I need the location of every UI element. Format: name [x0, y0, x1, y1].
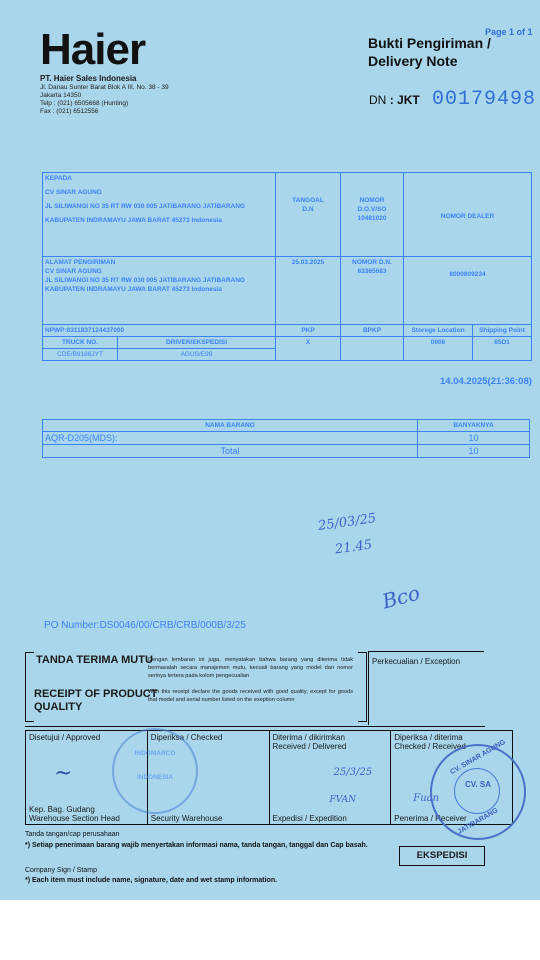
pkp-value: X: [305, 339, 311, 346]
receipt-title-id: TANDA TERIMA MUTU: [36, 654, 153, 666]
approved-signature: ~: [54, 761, 73, 786]
truck-value: CDE/B9186JYT: [57, 351, 103, 358]
received-label-1: Diperiksa / diterima: [394, 733, 463, 742]
npwp-cell: [43, 325, 276, 337]
recipient-address-1: JL SILIWANGI NO 35 RT RW 030 005 JATIBARANG JATIBARANG: [45, 203, 245, 210]
shipping-point-label-cell: [473, 325, 532, 337]
receipt-text-en: With this receipt declare the goods received with good quality, except for goods that model and serial number listed on the exeption column: [148, 689, 353, 703]
received-hand-name: Fuan: [413, 793, 440, 804]
col-qty-label: BANYAKNYA: [453, 422, 494, 429]
stamp-right-inner: [454, 768, 500, 814]
tanggal-value: D.N: [302, 206, 314, 213]
table-row: [43, 432, 530, 445]
exception-top-rule: [368, 651, 484, 652]
title-line-2: Delivery Note: [368, 53, 458, 69]
dn-number: 00179498: [432, 88, 537, 111]
tanggal-label: TANGGAL: [292, 197, 324, 204]
truck-driver-cell: [43, 337, 276, 361]
npwp: NPWP:0311837124437000: [45, 327, 125, 334]
item-qty-cell: [418, 432, 530, 445]
nomor-value-1: D.O.V/SO: [357, 206, 387, 213]
shipping-address-1: JL SILIWANGI NO 35 RT RW 030 005 JATIBARANG JATIBARANG: [45, 277, 245, 284]
item-name-cell: [43, 432, 418, 445]
handwritten-initials: Bco: [379, 580, 423, 614]
total-qty: 10: [468, 446, 479, 456]
col-nama-barang: [43, 420, 418, 432]
stamp-left: [112, 728, 198, 814]
shipping-date-cell: [276, 257, 341, 325]
tanggal-cell: [276, 173, 341, 257]
driver-label-cell: [118, 337, 276, 349]
dealer-cell: [404, 173, 532, 257]
delivered-label-2: Received / Delivered: [272, 742, 347, 751]
delivered-footer: Expedisi / Expedition: [272, 814, 347, 823]
stamp-left-line-2: INDONESIA: [136, 774, 174, 781]
items-table: [42, 419, 530, 458]
nomor-dealer-label: NOMOR DEALER: [440, 213, 495, 220]
stamp-left-line-1: INDOMARCO: [134, 750, 176, 757]
approved-footer-1: Kep. Bag. Gudang: [29, 805, 95, 814]
total-label: Total: [220, 446, 240, 456]
document-title: [368, 34, 491, 70]
dealer-value-cell: [404, 257, 532, 325]
footer-note-id: *) Setiap penerimaan barang wajib menyertakan informasi nama, tanda tangan, tanggal dan Cap basah.: [25, 842, 368, 849]
shipping-point-label: Shipping Point: [479, 327, 525, 334]
handwritten-time: 21.45: [334, 537, 374, 558]
receipt-title-en: [34, 688, 157, 714]
nomor-label: NOMOR: [359, 197, 385, 204]
dn-prefix: : JKT: [389, 93, 420, 107]
footer-sign-id: Tanda tangan/cap perusahaan: [25, 831, 120, 838]
title-line-1: Bukti Pengiriman /: [368, 35, 491, 51]
storage-value-cell: [404, 337, 473, 361]
delivered-label-1: Diterima / dikirimkan: [272, 733, 345, 742]
bpkp-label: BPKP: [362, 327, 382, 334]
stamp-right-line-1: CV. SINAR AGUNG: [449, 738, 507, 777]
recipient-cell: [43, 173, 276, 257]
address-line: Fax : (021) 6512556: [40, 108, 99, 115]
receipt-title-en-2: QUALITY: [34, 701, 83, 713]
storage-label: Storege Location: [411, 327, 465, 334]
nomor-dn-value: 83365683: [357, 268, 387, 275]
shipping-address-2: KABUPATEN INDRAMAYU JAWA BARAT 45273 Indonesia: [45, 286, 222, 293]
col-banyaknya: [418, 420, 530, 432]
nomor-cell: [341, 173, 404, 257]
dn-text: DN: [369, 93, 387, 107]
address-table: [42, 172, 532, 361]
pkp-label: PKP: [301, 327, 315, 334]
receipt-text-id: Dengan lembaran ini juga, menyatakan bahwa barang yang diterima tidak bermasalah secara manajemen mutu, kecuali barang yang model dan nomor serinya tertera pada kolom pengecualian: [148, 657, 353, 679]
dealer-value: 8000809234: [449, 271, 486, 278]
pkp-label-cell: [276, 325, 341, 337]
approved-footer: [29, 805, 120, 823]
approved-footer-2: Warehouse Section Head: [29, 814, 120, 823]
item-name: AQR-D205(MDS):: [45, 433, 118, 443]
checked-footer: Security Warehouse: [150, 814, 223, 823]
total-qty-cell: [418, 445, 530, 458]
company-name: PT. Haier Sales Indonesia: [40, 74, 137, 83]
ekspedisi-box: EKSPEDISI: [399, 846, 485, 866]
po-number: PO Number:DS0046/00/CRB/CRB/000B/3/25: [44, 620, 246, 631]
driver-value: AGUS/E99: [180, 351, 213, 358]
approved-label: Disetujui / Approved: [29, 733, 101, 742]
kepada-label: KEPADA: [45, 175, 72, 182]
page-number: Page 1 of 1: [485, 27, 533, 37]
pkp-value-cell: [276, 337, 341, 361]
truck-label-cell: [43, 337, 118, 349]
driver-label: DRIVER/EKSPEDISI: [165, 339, 228, 346]
shipping-label: ALAMAT PENGIRIMAN: [45, 259, 116, 266]
receipt-bottom-rule: [25, 726, 485, 727]
delivered-hand-name: FVAN: [329, 795, 357, 805]
storage-label-cell: [404, 325, 473, 337]
nomor-dn-cell: [341, 257, 404, 325]
delivered-hand-date: 25/3/25: [333, 767, 373, 778]
stamp-right-line-2: JATIBARANG: [456, 807, 500, 836]
address-line: Telp : (021) 6505668 (Hunting): [40, 100, 129, 107]
nomor-dn-label: NOMOR D.N.: [352, 259, 392, 266]
truck-value-cell: [43, 349, 118, 361]
print-timestamp: 14.04.2025(21:36:08): [440, 376, 532, 387]
exception-label: Perkecualian / Exception: [372, 657, 461, 666]
checked-label: Diperiksa / Checked: [150, 733, 223, 742]
nomor-value-2: 10481020: [357, 215, 387, 222]
bracket-right: [358, 652, 367, 722]
bpkp-label-cell: [341, 325, 404, 337]
recipient-name: CV SINAR AGUNG: [45, 189, 102, 196]
truck-driver-table: [43, 337, 275, 360]
shipping-point-value-cell: [473, 337, 532, 361]
recipient-address-2: KABUPATEN INDRAMAYU JAWA BARAT 45273 Indonesia: [45, 217, 222, 224]
exception-box: [368, 651, 485, 725]
received-label-2: Checked / Received: [394, 742, 466, 751]
dn-label: [369, 93, 420, 107]
bracket-left: [25, 652, 34, 722]
shipping-name: CV SINAR AGUNG: [45, 268, 102, 275]
receipt-title-en-1: RECEIPT OF PRODUCT: [34, 688, 158, 700]
driver-value-cell: [118, 349, 276, 361]
shipping-point-value: 65D1: [494, 339, 510, 346]
shipping-cell: [43, 257, 276, 325]
handwritten-date: 25/03/25: [317, 511, 378, 534]
item-qty: 10: [468, 433, 479, 443]
haier-logo: Haier: [40, 25, 146, 74]
truck-label: TRUCK NO.: [61, 339, 99, 346]
footer-note-en: *) Each item must include name, signature, date and wet stamp information.: [25, 877, 278, 884]
total-label-cell: [43, 445, 418, 458]
address-line: Jakarta 14350: [40, 92, 82, 99]
storage-value: 0006: [430, 339, 446, 346]
footer-sign-en: Company Sign / Stamp: [25, 867, 97, 874]
company-address: [40, 84, 169, 116]
received-footer: Penerima / Receiver: [394, 814, 467, 823]
bpkp-value-cell: [341, 337, 404, 361]
address-line: Jl. Danau Sunter Barat Blok A III, No. 38 - 39: [40, 84, 169, 91]
col-name-label: NAMA BARANG: [205, 422, 255, 429]
stamp-right-center: CV. SA: [465, 780, 491, 789]
shipping-date: 25.03.2025: [291, 259, 325, 266]
delivered-cell: [269, 731, 391, 825]
